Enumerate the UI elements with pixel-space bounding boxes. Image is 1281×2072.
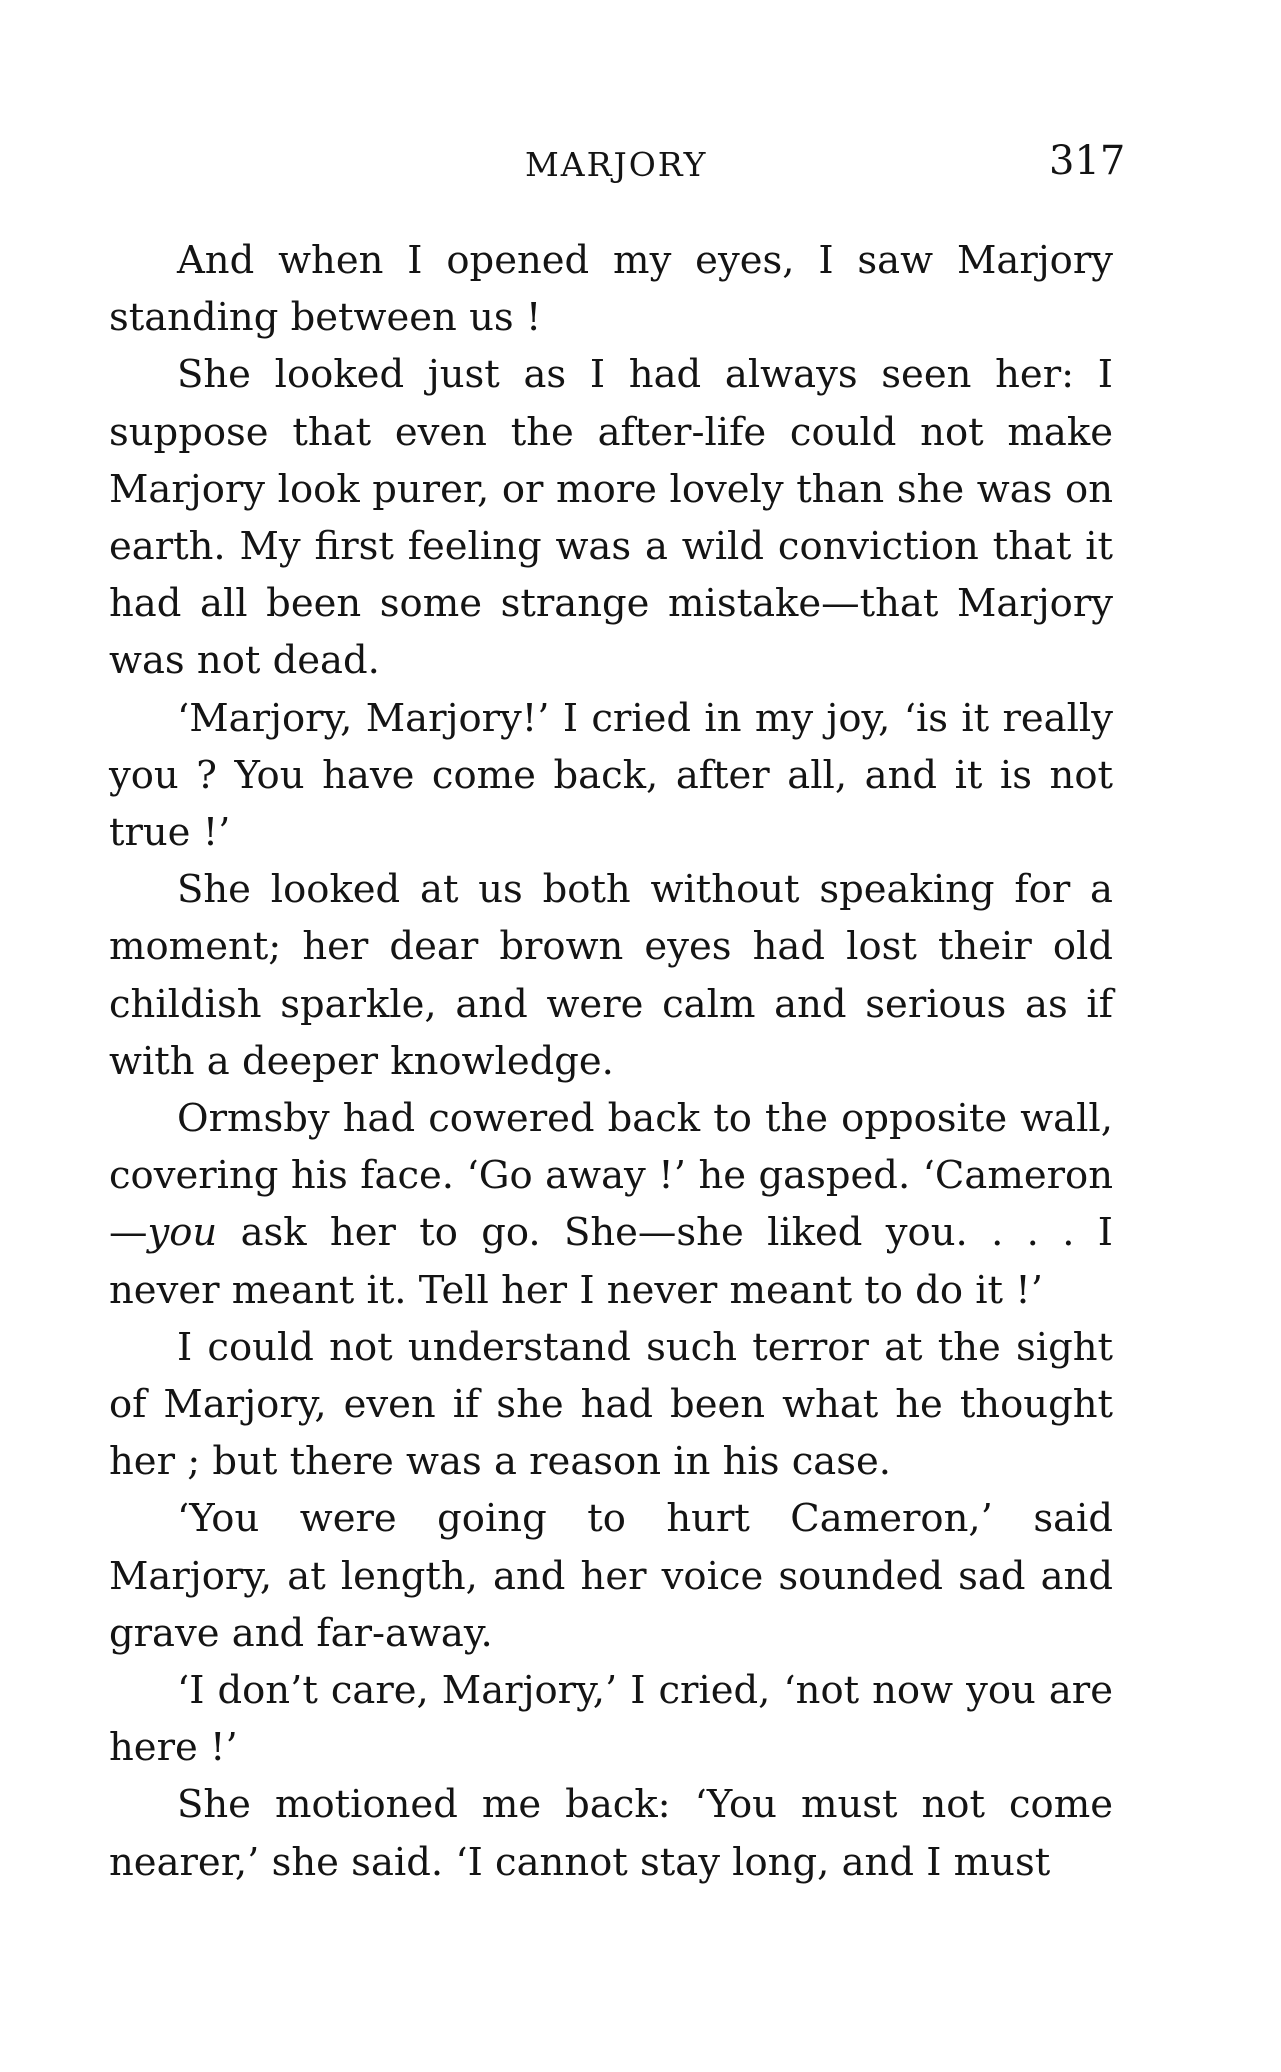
em-dash: — xyxy=(109,1210,148,1256)
paragraph: She motioned me back: ‘You must not come nearer,’ she said. ‘I cannot stay long, and I must xyxy=(109,1782,1113,1885)
paragraph-text: Ormsby had cowered back to the opposite wall, covering his face. ‘Go away !’ he gasped. ‘Cameron xyxy=(109,1096,1113,1199)
paragraph: She looked just as I had always seen her: I suppose that even the after-life could not make Marjory look purer, or more lovely than she was on earth. My first feeling was a wild conviction that it had all been some strange mistake—that Marjory was not dead. xyxy=(109,352,1113,684)
paragraph: And when I opened my eyes, I saw Marjory standing between us ! xyxy=(109,238,1113,341)
chapter-title: MARJORY xyxy=(525,145,708,184)
paragraph: I could not understand such terror at the sight of Marjory, even if she had been what he thought her ; but there was a reason in his case. xyxy=(109,1324,1113,1485)
page-number: 317 xyxy=(1049,138,1126,184)
paragraph: ‘You were going to hurt Cameron,’ said Marjory, at length, and her voice sounded sad and grave and far-away. xyxy=(109,1496,1113,1656)
paragraph-text: ask her to go. She—she liked you. . . . I never meant it. Tell her I never meant to do it !’ xyxy=(109,1210,1113,1313)
body-text xyxy=(109,232,1113,1891)
paragraph: She looked at us both without speaking for a moment; her dear brown eyes had lost their old childish sparkle, and were calm and serious as if with a deeper knowledge. xyxy=(109,867,1113,1084)
paragraph: ‘Marjory, Marjory!’ I cried in my joy, ‘is it really you ? You have come back, after all, and it is not true !’ xyxy=(109,695,1113,856)
paragraph: ‘I don’t care, Marjory,’ I cried, ‘not now you are here !’ xyxy=(109,1668,1113,1771)
paragraph xyxy=(109,1090,1113,1319)
emphasis: you xyxy=(147,1210,218,1256)
